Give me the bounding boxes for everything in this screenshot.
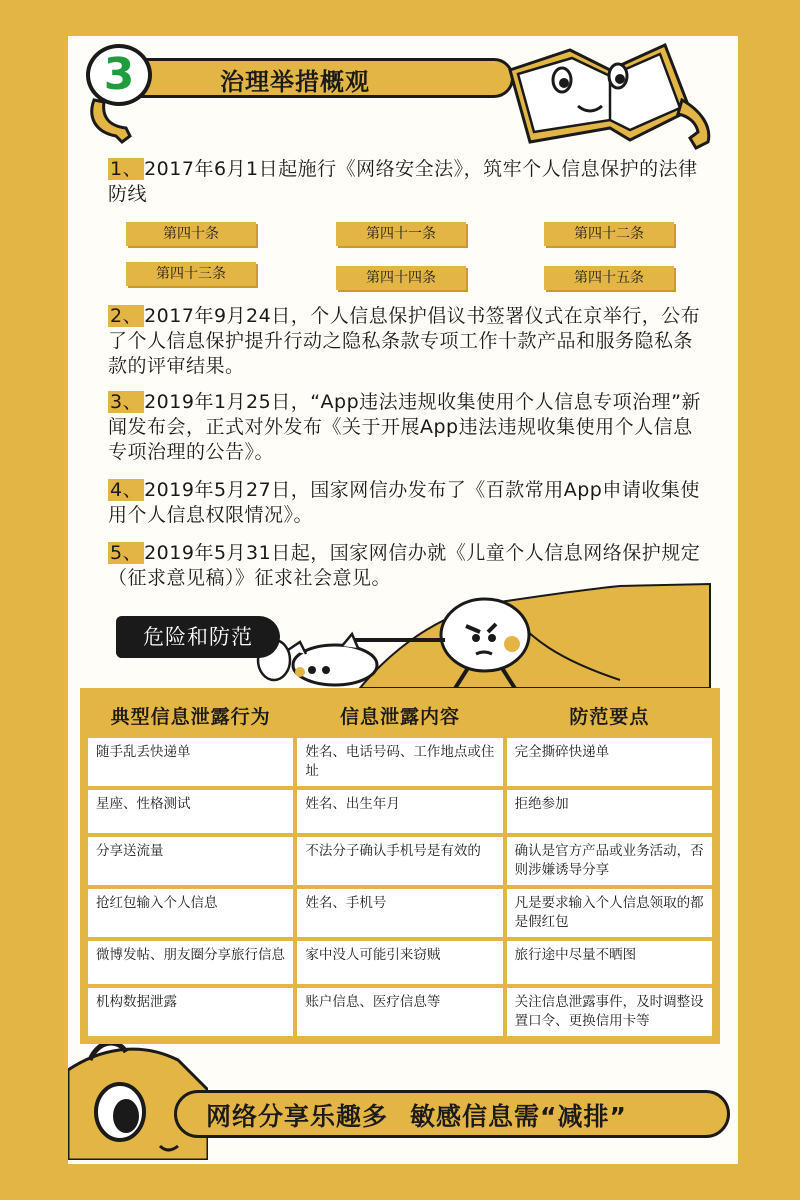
table-cell: 星座、性格测试 [88,790,293,833]
table-cell: 抢红包输入个人信息 [88,889,293,937]
article-tag: 第四十三条 [126,262,256,286]
table-cell: 拒绝参加 [507,790,712,833]
table-cell: 旅行途中尽量不晒图 [507,941,712,984]
slogan-left: 网络分享乐趣多 [206,1102,389,1131]
mascot-cat-scene-icon [240,580,740,695]
table-row [88,738,712,786]
column-header: 信息泄露内容 [297,696,502,734]
measure-number: 2、 [110,305,143,327]
book-mascot-icon [500,30,730,160]
table-cell: 分享送流量 [88,837,293,885]
danger-table [80,688,720,1044]
measure-item-2 [108,304,708,379]
table-cell: 机构数据泄露 [88,988,293,1036]
article-tag: 第四十二条 [544,222,674,246]
slogan-right: 敏感信息需“减排” [410,1102,627,1131]
measure-text: 2017年6月1日起施行《网络安全法》，筑牢个人信息保护的法律防线 [108,158,698,205]
table-row [88,889,712,937]
measure-number: 5、 [110,542,143,564]
table-cell: 不法分子确认手机号是有效的 [297,837,502,885]
section-number: 3 [103,49,135,100]
table-row [88,988,712,1036]
measure-number: 3、 [110,391,143,413]
table-cell: 姓名、电话号码、工作地点或住址 [297,738,502,786]
table-cell: 完全撕碎快递单 [507,738,712,786]
measure-text: 2019年5月27日，国家网信办发布了《百款常用App申请收集使用个人信息权限情况》。 [108,479,700,526]
table-row [88,790,712,833]
measure-number: 4、 [110,479,143,501]
table-cell: 随手乱丢快递单 [88,738,293,786]
table-cell: 家中没人可能引来窃贼 [297,941,502,984]
footer-slogan [206,1097,627,1133]
table-cell: 微博发帖、朋友圈分享旅行信息 [88,941,293,984]
article-tag: 第四十一条 [336,222,466,246]
measure-number: 1、 [110,158,143,180]
measure-text: 2019年1月25日，“App违法违规收集使用个人信息专项治理”新闻发布会，正式对外发布《关于开展App违法违规收集使用个人信息专项治理的公告》。 [108,391,702,463]
table-cell: 凡是要求输入个人信息领取的都是假红包 [507,889,712,937]
section-title: 治理举措概观 [220,68,370,96]
danger-section-label: 危险和防范 [116,616,280,658]
table-cell: 确认是官方产品或业务活动，否则涉嫌诱导分享 [507,837,712,885]
measure-item-4 [108,478,708,528]
table-row [88,837,712,885]
measure-text: 2017年9月24日，个人信息保护倡议书签署仪式在京举行，公布了个人信息保护提升行动之隐私条款专项工作十款产品和服务隐私条款的评审结果。 [108,305,701,377]
table-cell: 姓名、手机号 [297,889,502,937]
article-tag: 第四十条 [126,222,256,246]
table-row [88,941,712,984]
table-header-row [88,696,712,734]
measure-text: 2019年5月31日起，国家网信办就《儿童个人信息网络保护规定（征求意见稿）》征求社会意见。 [108,542,701,589]
table-cell: 姓名、出生年月 [297,790,502,833]
measure-item-1 [108,157,708,207]
column-header: 防范要点 [507,696,712,734]
table-cell: 关注信息泄露事件，及时调整设置口令、更换信用卡等 [507,988,712,1036]
article-tag: 第四十四条 [336,266,466,290]
article-tag: 第四十五条 [544,266,674,290]
table-cell: 账户信息、医疗信息等 [297,988,502,1036]
column-header: 典型信息泄露行为 [88,696,293,734]
measure-item-3 [108,390,708,465]
section-number-badge [86,44,152,106]
